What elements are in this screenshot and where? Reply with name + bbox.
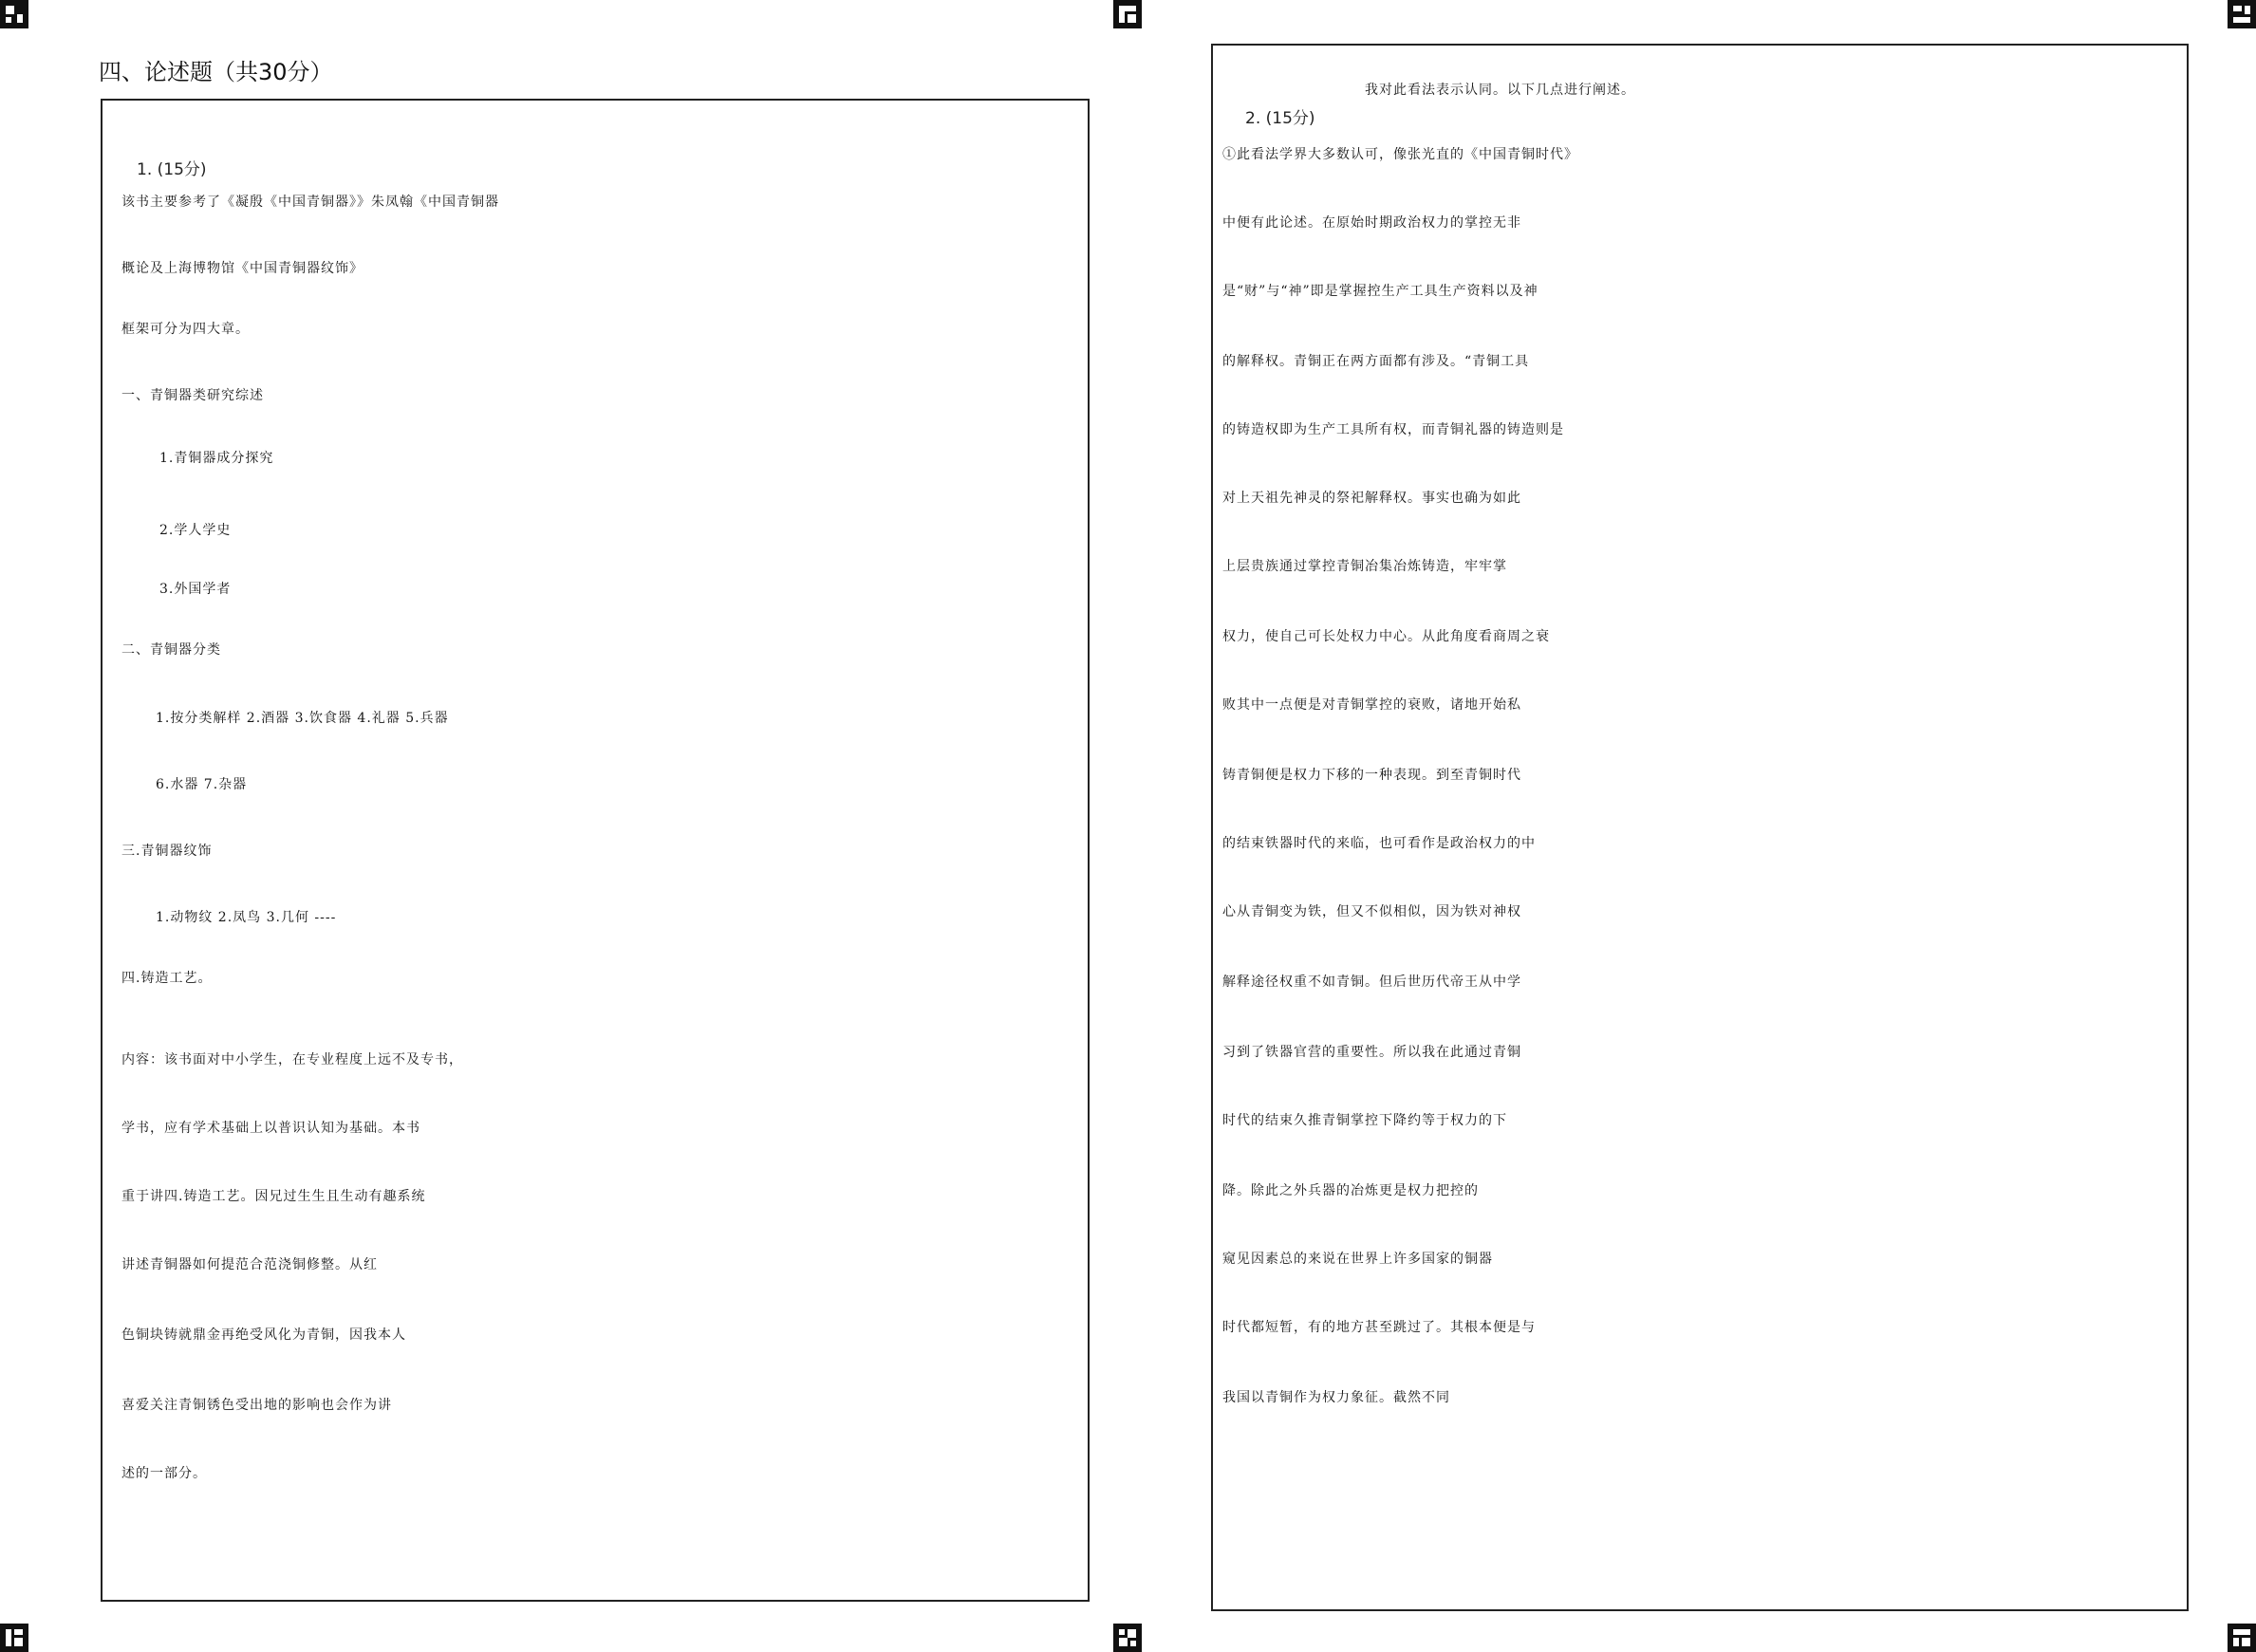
registration-marker-top-left [0,0,28,28]
answer-2-line-19: 时代都短暂，有的地方甚至跳过了。其根本便是与 [1222,1320,1536,1335]
question-2-label: 2. (15分) [1245,109,1315,128]
registration-marker-top-center [1113,0,1142,28]
answer-2-line-6: 的铸造权即为生产工具所有权，而青铜礼器的铸造则是 [1222,422,1564,437]
answer-box-question-1 [101,99,1090,1602]
answer-2-line-1: 我对此看法表示认同。以下几点进行阐述。 [1365,83,1635,98]
answer-2-line-17: 降。除此之外兵器的冶炼更是权力把控的 [1222,1183,1479,1198]
answer-1-line-5: 1.青铜器成分探究 [159,451,274,466]
answer-box-question-2 [1211,44,2189,1611]
answer-1-line-17: 讲述青铜器如何提范合范浇铜修整。从红 [121,1257,378,1272]
registration-marker-bottom-right [2228,1624,2256,1652]
answer-2-line-10: 败其中一点便是对青铜掌控的衰败，诸地开始私 [1222,697,1521,713]
answer-2-line-20: 我国以青铜作为权力象征。截然不同 [1222,1390,1450,1405]
answer-1-line-9: 1.按分类解样 2.酒器 3.饮食器 4.礼器 5.兵器 [156,711,449,726]
answer-2-line-7: 对上天祖先神灵的祭祀解释权。事实也确为如此 [1222,491,1521,506]
answer-2-line-2: ①此看法学界大多数认可，像张光直的《中国青铜时代》 [1222,147,1578,162]
registration-marker-bottom-left [0,1624,28,1652]
answer-2-line-8: 上层贵族通过掌控青铜冶集冶炼铸造，牢牢掌 [1222,559,1507,574]
answer-1-line-20: 述的一部分。 [121,1466,207,1481]
answer-1-line-4: 一、青铜器类研究综述 [121,388,264,403]
answer-1-line-11: 三.青铜器纹饰 [121,844,213,859]
answer-1-line-8: 二、青铜器分类 [121,642,221,658]
answer-1-line-3: 框架可分为四大章。 [121,322,250,337]
registration-marker-bottom-center [1113,1624,1142,1652]
answer-1-line-16: 重于讲四.铸造工艺。因兄过生生且生动有趣系统 [121,1189,426,1204]
answer-1-line-13: 四.铸造工艺。 [121,971,213,986]
registration-marker-top-right [2228,0,2256,28]
answer-2-line-15: 习到了铁器官营的重要性。所以我在此通过青铜 [1222,1045,1521,1060]
answer-2-line-16: 时代的结束久推青铜掌控下降约等于权力的下 [1222,1113,1507,1128]
answer-1-line-6: 2.学人学史 [159,523,232,538]
answer-1-line-12: 1.动物纹 2.凤鸟 3.几何 ---- [156,910,337,925]
question-1-label: 1. (15分) [137,160,207,179]
answer-1-line-15: 学书，应有学术基础上以普识认知为基础。本书 [121,1121,420,1136]
answer-2-line-14: 解释途径权重不如青铜。但后世历代帝王从中学 [1222,974,1521,990]
answer-1-line-10: 6.水器 7.杂器 [156,777,248,792]
answer-2-line-9: 权力，使自己可长处权力中心。从此角度看商周之衰 [1222,629,1550,644]
answer-2-line-11: 铸青铜便是权力下移的一种表现。到至青铜时代 [1222,768,1521,783]
answer-2-line-5: 的解释权。青铜正在两方面都有涉及。“青铜工具 [1222,354,1530,369]
answer-2-line-13: 心从青铜变为铁，但又不似相似，因为铁对神权 [1222,904,1521,919]
answer-2-line-4: 是“财”与“神”即是掌握控生产工具生产资料以及神 [1222,284,1538,299]
answer-2-line-18: 窥见因素总的来说在世界上许多国家的铜器 [1222,1252,1493,1267]
answer-2-line-12: 的结束铁器时代的来临，也可看作是政治权力的中 [1222,836,1536,851]
answer-2-line-3: 中便有此论述。在原始时期政治权力的掌控无非 [1222,215,1521,231]
answer-1-line-2: 概论及上海博物馆《中国青铜器纹饰》 [121,261,364,276]
answer-1-line-14: 内容：该书面对中小学生，在专业程度上远不及专书， [121,1052,463,1067]
answer-1-line-18: 色铜块铸就鼎金再绝受风化为青铜，因我本人 [121,1327,406,1343]
answer-1-line-7: 3.外国学者 [159,582,232,597]
section-heading: 四、论述题（共30分） [99,59,333,85]
answer-1-line-19: 喜爱关注青铜锈色受出地的影响也会作为讲 [121,1398,392,1413]
answer-1-line-1: 该书主要参考了《凝殷《中国青铜器》》朱凤翰《中国青铜器 [121,195,499,210]
